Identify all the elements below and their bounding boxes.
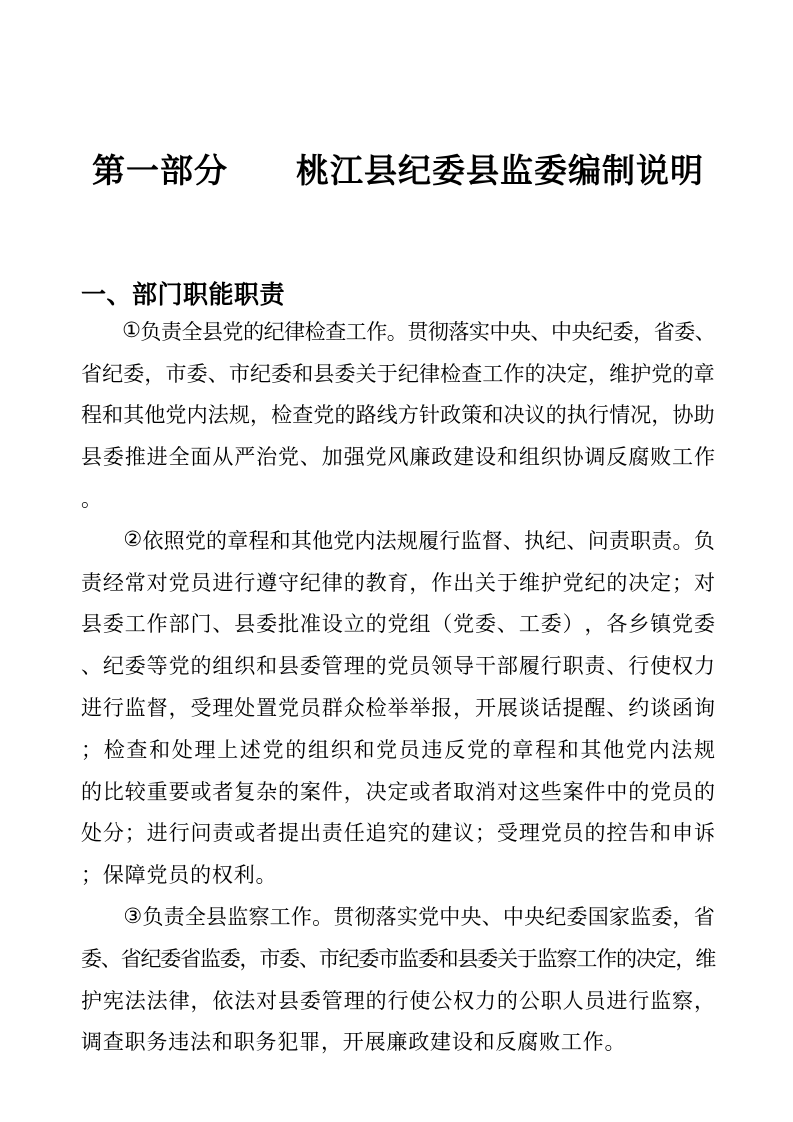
paragraph xyxy=(81,895,715,1062)
text-line: 程 和 其 他 党 内 法 规 ， 检 查 党 的 路 线 方 针 政 策 和 决 议 的 执 行 情 况 ， 协 助 xyxy=(81,403,715,428)
section-heading: 一、部门职能职责 xyxy=(81,281,286,309)
document-title: 第一部分 桃江县纪委县监委编制说明 xyxy=(92,152,704,189)
text-line: ② 依 照 党 的 章 程 和 其 他 党 内 法 规 履 行 监 督 、 执 纪 、 问 责 职 责 。 负 xyxy=(123,527,715,553)
text-line: 县 委 推 进 全 面 从 严 治 党 、 加 强 党 风 廉 政 建 设 和 组 织 协 调 反 腐 败 工 作 xyxy=(81,445,715,470)
text-line: 省 纪 委 ， 市 委 、 市 纪 委 和 县 委 关 于 纪 律 检 查 工 作 的 决 定 ， 维 护 党 的 章 xyxy=(81,361,715,386)
text-line: 进 行 监 督 ， 受 理 处 置 党 员 群 众 检 举 举 报 ， 开 展 谈 话 提 醒 、 约 谈 函 询 xyxy=(81,696,715,721)
text-line: ① 负 责 全 县 党 的 纪 律 检 查 工 作 。 贯 彻 落 实 中 央 、 中 央 纪 委 ， 省 委 、 xyxy=(122,318,716,344)
text-line: 调 查 职 务 违 法 和 职 务 犯 罪 ， 开 展 廉 政 建 设 和 反 腐 败 工 作 。 xyxy=(81,1030,627,1055)
text-line: 的 比 较 重 要 或 者 复 杂 的 案 件 ， 决 定 或 者 取 消 对 这 些 案 件 中 的 党 员 的 xyxy=(81,779,715,804)
text-line: 委 、 省 纪 委 省 监 委 ， 市 委 、 市 纪 委 市 监 委 和 县 委 关 于 监 察 工 作 的 决 定 ， 维 xyxy=(81,946,715,971)
text-line: ； 检 查 和 处 理 上 述 党 的 组 织 和 党 员 违 反 党 的 章 程 和 其 他 党 内 法 规 xyxy=(81,737,715,762)
document-body xyxy=(81,310,715,1062)
text-line: 。 xyxy=(81,487,103,512)
paragraph xyxy=(81,519,715,895)
text-line: 护 宪 法 法 律 ， 依 法 对 县 委 管 理 的 行 使 公 权 力 的 公 职 人 员 进 行 监 察 ， xyxy=(81,988,715,1013)
text-line: ； 保 障 党 员 的 权 利 。 xyxy=(81,863,278,888)
text-line: 处 分 ； 进 行 问 责 或 者 提 出 责 任 追 究 的 建 议 ； 受 理 党 员 的 控 告 和 申 诉 xyxy=(81,821,715,846)
text-line: 、 纪 委 等 党 的 组 织 和 县 委 管 理 的 党 员 领 导 干 部 履 行 职 责 、 行 使 权 力 xyxy=(81,654,715,679)
paragraph xyxy=(81,310,715,519)
text-line: 县 委 工 作 部 门 、 县 委 批 准 设 立 的 党 组 （ 党 委 、 工 委 ） ， 各 乡 镇 党 委 xyxy=(81,612,715,637)
text-line: 责 经 常 对 党 员 进 行 遵 守 纪 律 的 教 育 ， 作 出 关 于 维 护 党 纪 的 决 定 ； 对 xyxy=(81,570,715,595)
text-line: ③ 负 责 全 县 监 察 工 作 。 贯 彻 落 实 党 中 央 、 中 央 纪 委 国 家 监 委 ， 省 xyxy=(123,903,715,930)
